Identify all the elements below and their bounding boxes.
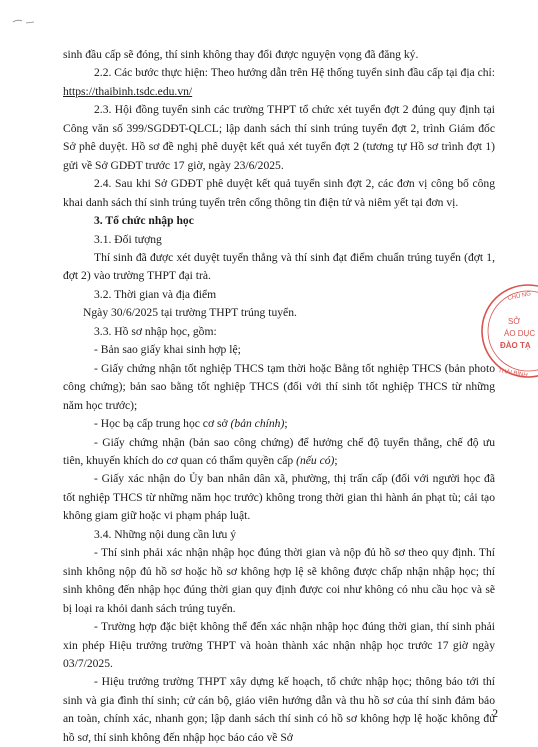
section-heading-3: 3. Tổ chức nhập học xyxy=(94,214,194,228)
list-item-transcript-note: (bản chính) xyxy=(230,417,285,431)
paragraph-steps xyxy=(63,64,495,101)
list-item-priority-certificate xyxy=(63,434,495,471)
document-body xyxy=(63,46,495,747)
paragraph-steps-text: 2.2. Các bước thực hiện: Theo hướng dẫn trên Hệ thống tuyển sinh đầu cấp tại địa chỉ: xyxy=(94,66,495,80)
subheading-3-3: 3.3. Hồ sơ nhập học, gồm: xyxy=(94,324,217,338)
registration-link[interactable]: https://thaibinh.tsdc.edu.vn/ xyxy=(63,84,193,98)
subheading-3-2: 3.2. Thời gian và địa điểm xyxy=(94,287,217,301)
subheading-3-1: 3.1. Đối tượng xyxy=(94,232,162,246)
page-number: 2 xyxy=(492,707,498,720)
svg-text:SỞ: SỞ xyxy=(508,317,521,326)
list-item-graduation-certificate: - Giấy chứng nhận tốt nghiệp THCS tạm thời hoặc Bằng tốt nghiệp THCS (bản photo công chứng); bản sao bằng tốt nghiệp THCS (đối với thí sinh tốt nghiệp THCS từ những năm học trước); xyxy=(63,361,495,412)
note-confirm-enrollment: - Thí sinh phải xác nhận nhập học đúng thời gian và nộp đủ hồ sơ theo quy định. Thí sinh không nộp đủ hồ sơ hoặc hồ sơ không hợp lệ sẽ không được chấp nhận nhập học; thí sinh không đến nhập học đúng thời gian quy định được coi như không có nhu cầu học và sẽ bị loại ra khỏi danh sách trúng tuyển. xyxy=(63,546,495,615)
list-item-priority-note: (nếu có) xyxy=(296,453,335,467)
list-item-priority-tail: ; xyxy=(334,453,338,467)
note-principal-duties: - Hiệu trưởng trường THPT xây dựng kế hoạch, tổ chức nhập học; thông báo tới thí sinh và gia đình thí sinh; cử cán bộ, giáo viên hướng dẫn và thu hồ sơ của thí sinh đảm bảo an toàn, chính xác, nhanh gọn; lập danh sách thí sinh có hồ sơ không hợp lệ hoặc không đủ hồ sơ, thí sinh không đến nhập học báo cáo về Sở xyxy=(63,675,495,744)
list-item-transcript-text: - Học bạ cấp trung học cơ sở xyxy=(94,417,231,431)
list-item-birth-certificate: - Bản sao giấy khai sinh hợp lệ; xyxy=(94,343,241,357)
note-special-case: - Trường hợp đặc biệt không thể đến xác nhận nhập học đúng thời gian, thí sinh phải xin phép Hiệu trưởng trường THPT và hoàn thành xác nhận nhập học trước 17 giờ ngày 03/7/2025. xyxy=(63,620,495,670)
paragraph-3-2: Ngày 30/6/2025 tại trường THPT trúng tuyển. xyxy=(83,306,297,320)
paragraph-continuation: sinh đầu cấp sẽ đóng, thí sinh không thay đổi được nguyện vọng đã đăng ký. xyxy=(63,48,419,61)
paragraph-2-3: 2.3. Hội đồng tuyển sinh các trường THPT tổ chức xét tuyển đợt 2 đúng quy định tại Công văn số 399/SGDĐT-QLCL; lập danh sách thí sinh trúng tuyển đợt 2, trình Giám đốc Sở phê duyệt. Hồ sơ đề nghị phê duyệt kết quả xét tuyển đợt 2 (tương tự Hồ sơ trình đợt 1) gửi về Sở GDĐT trước 17 giờ, ngày 23/6/2025. xyxy=(63,103,495,172)
svg-text:CHỦ NG: CHỦ NG xyxy=(507,291,532,302)
scan-corner-mark xyxy=(12,16,40,26)
list-item-confirmation-letter: - Giấy xác nhận do Ủy ban nhân dân xã, phường, thị trấn cấp (đối với người học đã tốt nghiệp THCS từ những năm học trước) không trong thời gian thi hành án phạt tù; cải tạo không giam giữ hoặc vi phạm pháp luật. xyxy=(63,472,495,523)
official-red-stamp xyxy=(478,276,538,386)
list-item-transcript xyxy=(63,415,495,433)
list-item-priority-text: - Giấy chứng nhận (bản sao công chứng) để hưởng chế độ tuyển thẳng, chế độ ưu tiên, khuyến khích do cơ quan có thẩm quyền cấp xyxy=(63,435,495,467)
list-item-transcript-tail: ; xyxy=(284,417,288,431)
paragraph-3-1: Thí sinh đã được xét duyệt tuyển thẳng và thí sinh đạt điểm chuẩn trúng tuyển (đợt 1, đợt 2) vào trường THPT đại trà. xyxy=(63,250,495,283)
svg-text:ÁO DỤC: ÁO DỤC xyxy=(504,329,536,338)
subheading-3-4: 3.4. Những nội dung cần lưu ý xyxy=(94,527,237,541)
svg-text:THÁI BÌNH: THÁI BÌNH xyxy=(497,368,528,380)
paragraph-2-4: 2.4. Sau khi Sở GDĐT phê duyệt kết quả tuyển sinh đợt 2, các đơn vị công bố công khai danh sách thí sinh trúng tuyển trên cổng thông tin điện tử và niêm yết tại đơn vị. xyxy=(63,177,495,209)
svg-text:ĐÀO TẠ: ĐÀO TẠ xyxy=(500,341,531,350)
